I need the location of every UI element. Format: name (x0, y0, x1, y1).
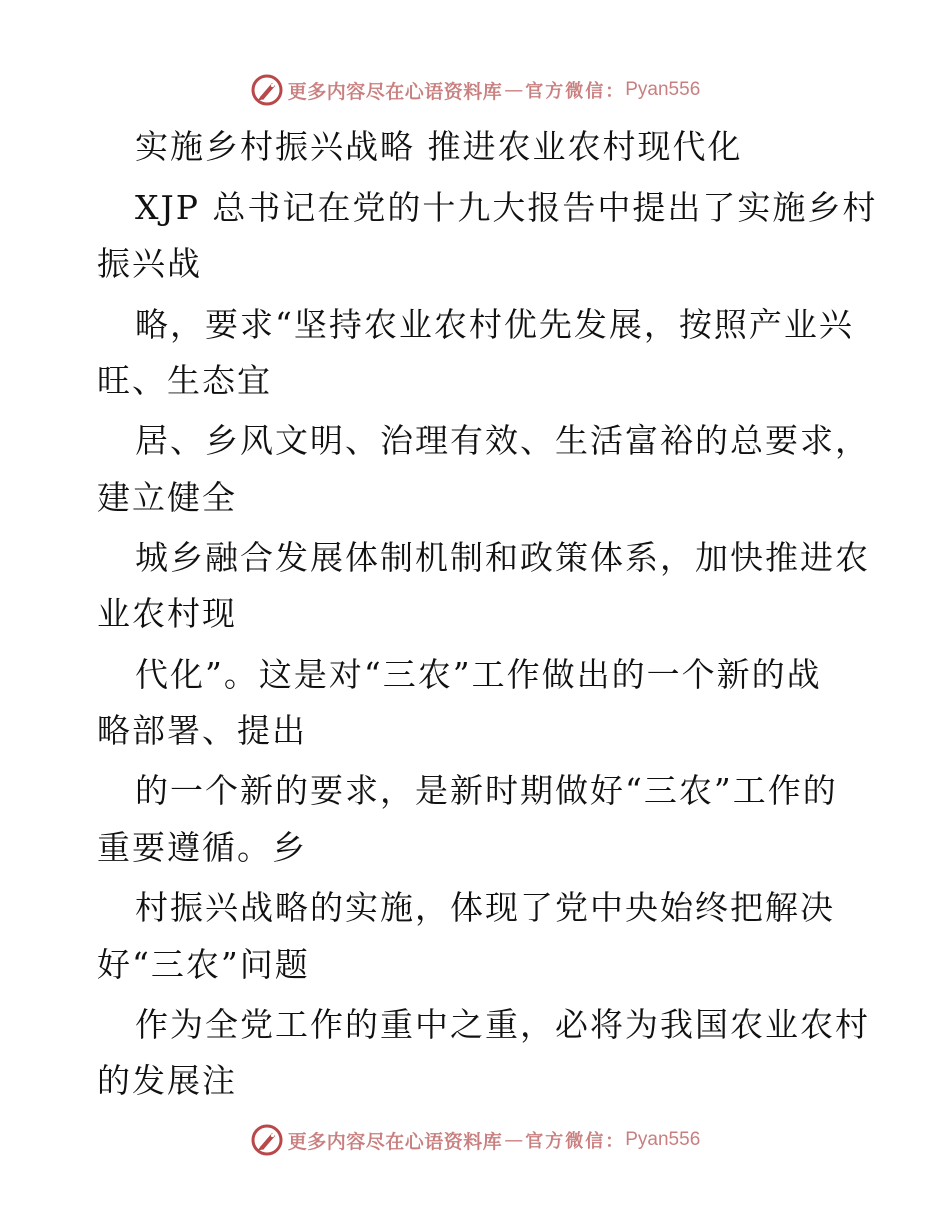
banner-wechat-account: Pyan556 (625, 79, 701, 100)
pen-nib-logo-icon (250, 73, 284, 107)
banner-dash: — (504, 79, 524, 101)
banner-wechat-label: 官方微信： (525, 1131, 626, 1152)
banner-wechat-label: 官方微信： (525, 81, 626, 102)
footer-banner (0, 1120, 950, 1160)
banner-wechat-account: Pyan556 (625, 1129, 701, 1150)
text-line: 居、乡风文明、治理有效、生活富裕的总要求， (135, 421, 870, 460)
text-line: 重要遵循。乡 (97, 828, 307, 867)
text-line: 作为全党工作的重中之重，必将为我国农业农村 (135, 1005, 870, 1044)
header-banner (0, 70, 950, 110)
pen-nib-logo-icon (250, 1123, 284, 1157)
text-line: 振兴战 (97, 244, 202, 283)
text-line: 业农村现 (97, 594, 237, 633)
text-line: 村振兴战略的实施，体现了党中央始终把解决 (135, 888, 835, 927)
text-line: XJP 总书记在党的十九大报告中提出了实施乡村 (135, 188, 878, 227)
banner-dash: — (504, 1129, 524, 1151)
text-line: 的发展注 (97, 1061, 237, 1100)
text-line: 城乡融合发展体制机制和政策体系，加快推进农 (135, 538, 870, 577)
text-line: 好“三农”问题 (97, 945, 310, 984)
text-line: 建立健全 (97, 478, 237, 517)
document-title: 实施乡村振兴战略 推进农业农村现代化 (135, 127, 743, 166)
text-line: 旺、生态宜 (97, 361, 272, 400)
banner-main-text: 更多内容尽在心语资料库 (287, 1130, 503, 1153)
text-line: 略，要求“坚持农业农村优先发展，按照产业兴 (135, 305, 854, 344)
text-line: 的一个新的要求，是新时期做好“三农”工作的 (135, 771, 838, 810)
text-line: 代化”。这是对“三农”工作做出的一个新的战 (135, 655, 822, 694)
text-line: 略部署、提出 (97, 711, 307, 750)
banner-main-text: 更多内容尽在心语资料库 (287, 80, 503, 103)
